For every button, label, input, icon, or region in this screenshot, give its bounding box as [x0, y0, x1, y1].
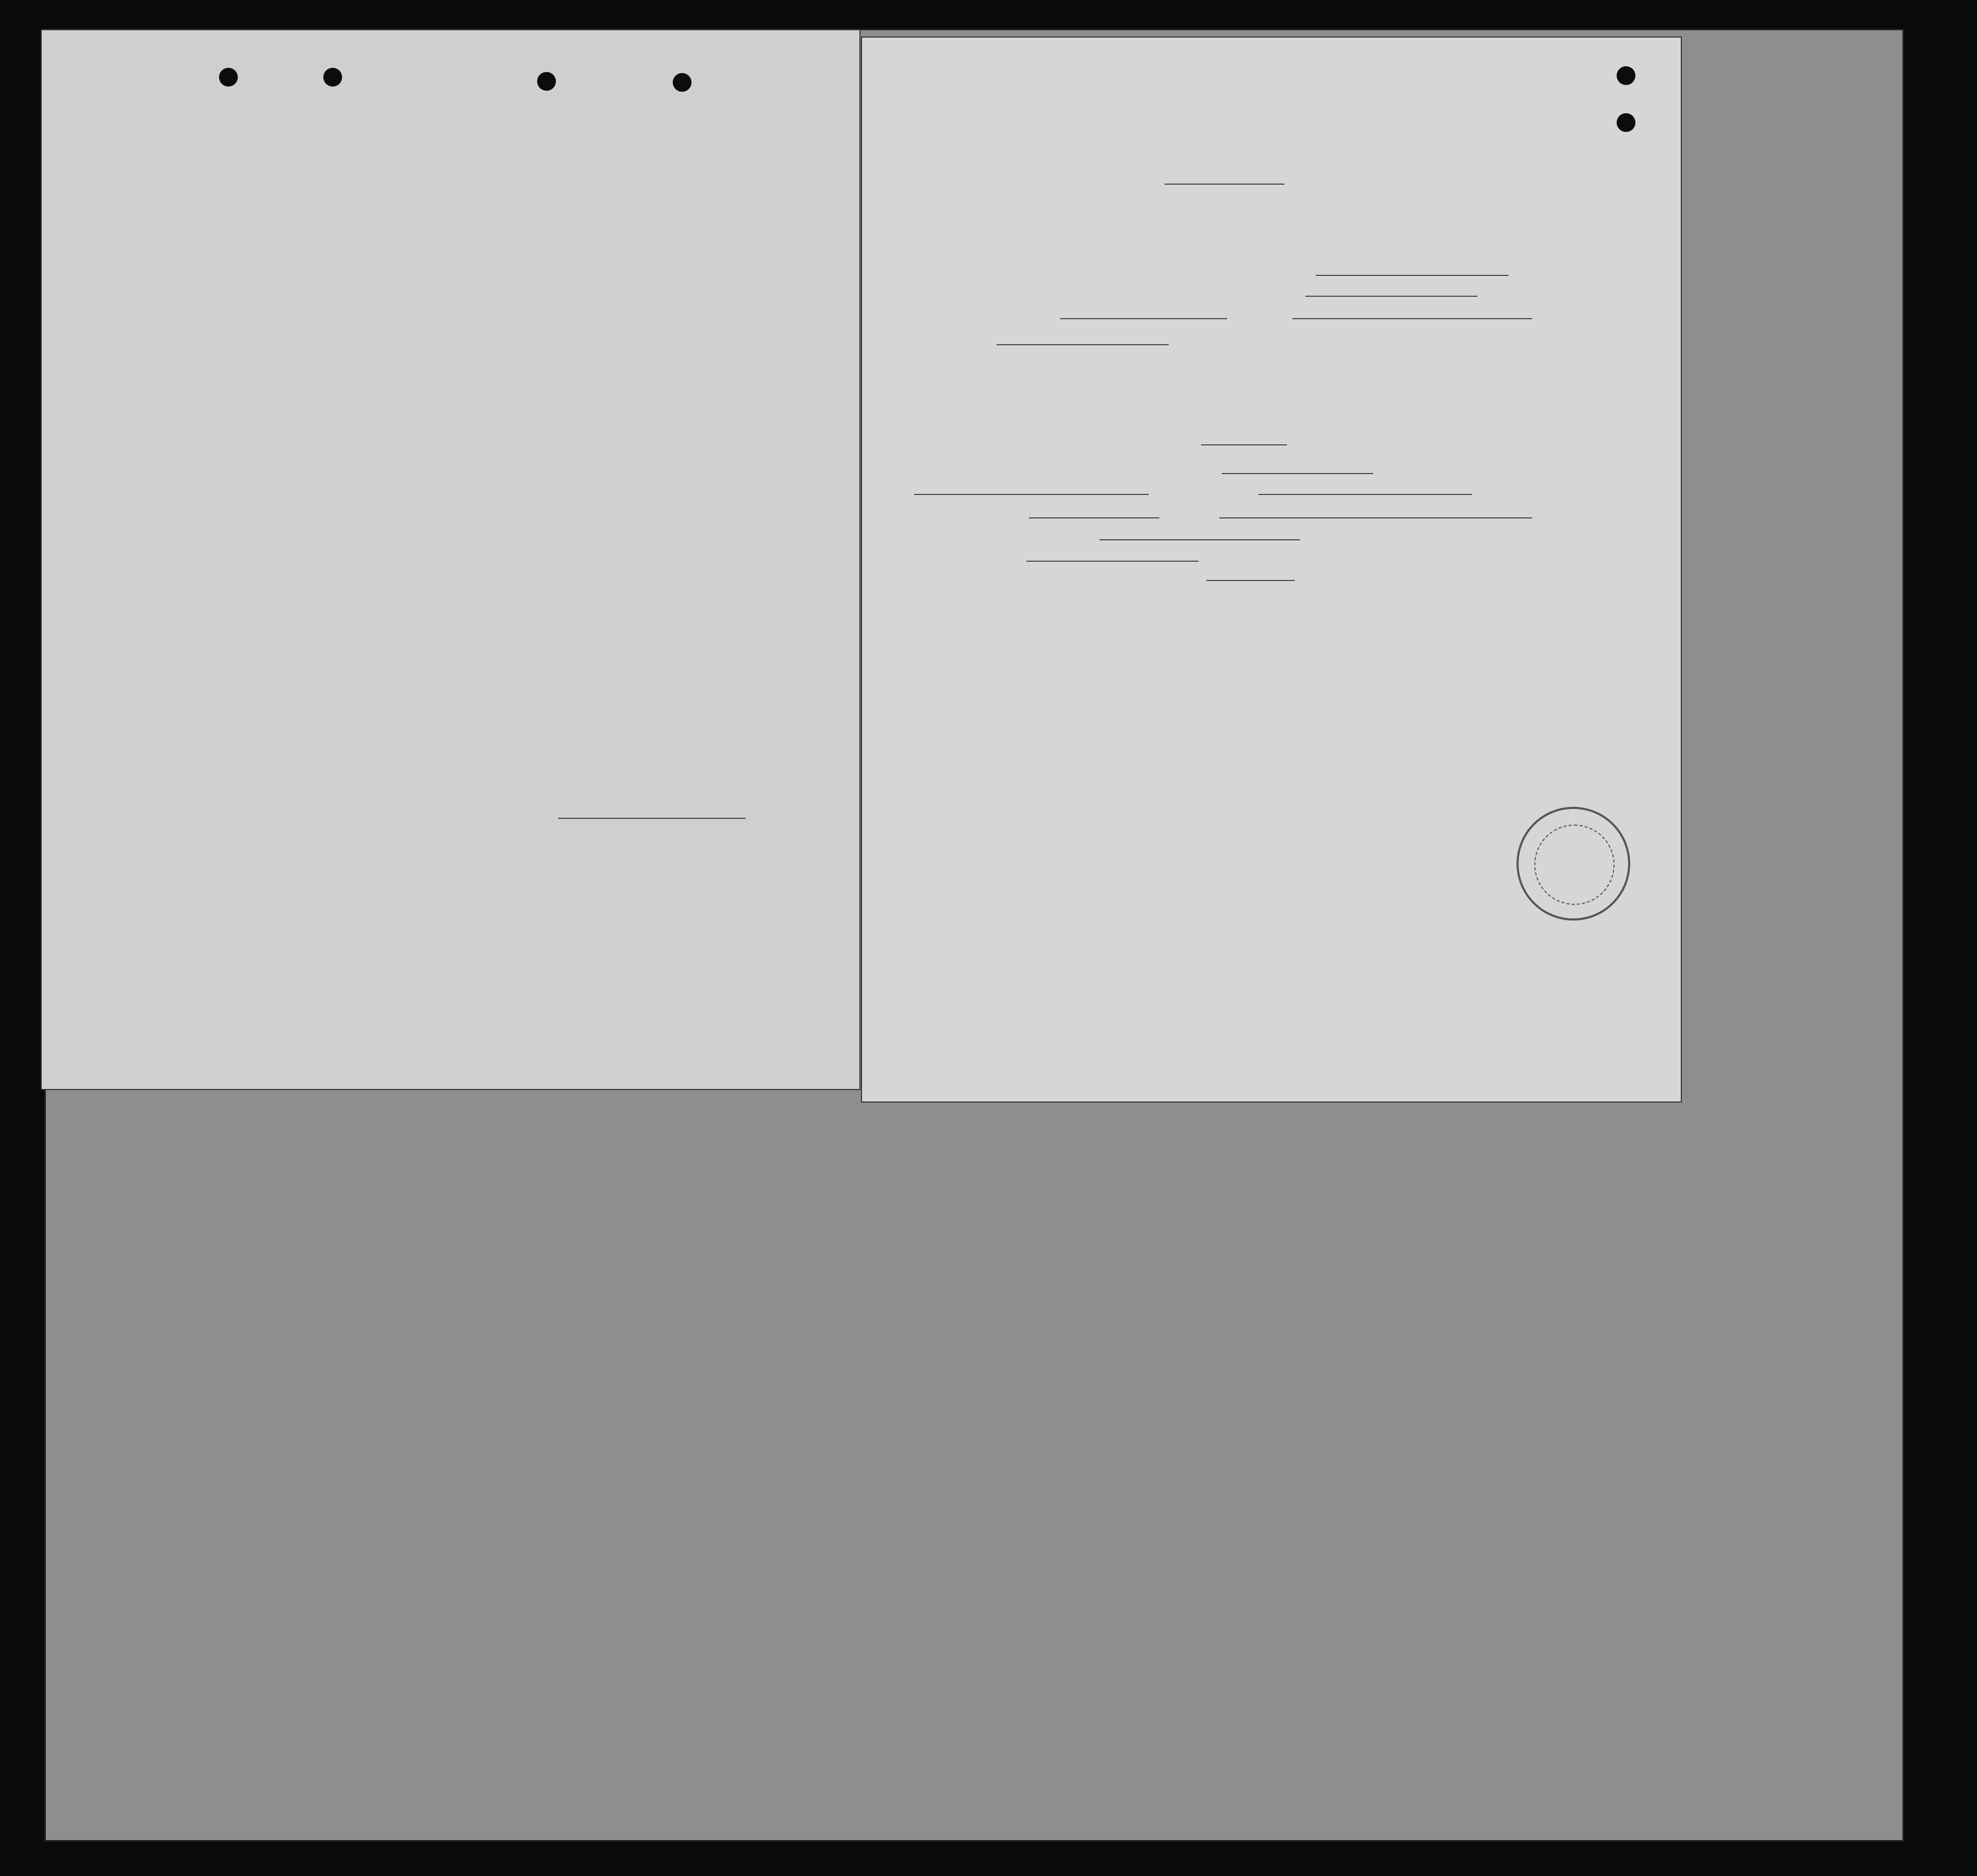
clock-face-icon: [1534, 825, 1615, 905]
title-divider: [1165, 184, 1284, 185]
seamen-signed-on-page: [42, 30, 859, 1089]
punch-hole: [673, 73, 692, 92]
underline: [1219, 517, 1532, 518]
signature-line: [558, 818, 746, 819]
underline: [1201, 444, 1287, 445]
punch-hole: [1617, 113, 1635, 132]
ellis-island-stamp: [1517, 807, 1630, 921]
underline: [1099, 539, 1300, 540]
divider: [1206, 580, 1295, 581]
master-statement-page: [862, 38, 1681, 1102]
underline: [1316, 275, 1509, 276]
punch-hole: [323, 68, 342, 87]
underline: [1305, 296, 1477, 297]
punch-hole: [537, 72, 556, 91]
underline: [1029, 517, 1159, 518]
underline: [1292, 318, 1532, 319]
deserting-seamen-table: [914, 635, 1561, 1047]
underline: [1222, 473, 1373, 474]
underline: [1026, 561, 1198, 562]
punch-hole: [1617, 66, 1635, 85]
underline: [997, 344, 1169, 345]
seamen-table: [68, 123, 829, 715]
underline: [1258, 494, 1472, 495]
underline: [1060, 318, 1227, 319]
underline: [914, 494, 1149, 495]
punch-hole: [219, 68, 238, 87]
